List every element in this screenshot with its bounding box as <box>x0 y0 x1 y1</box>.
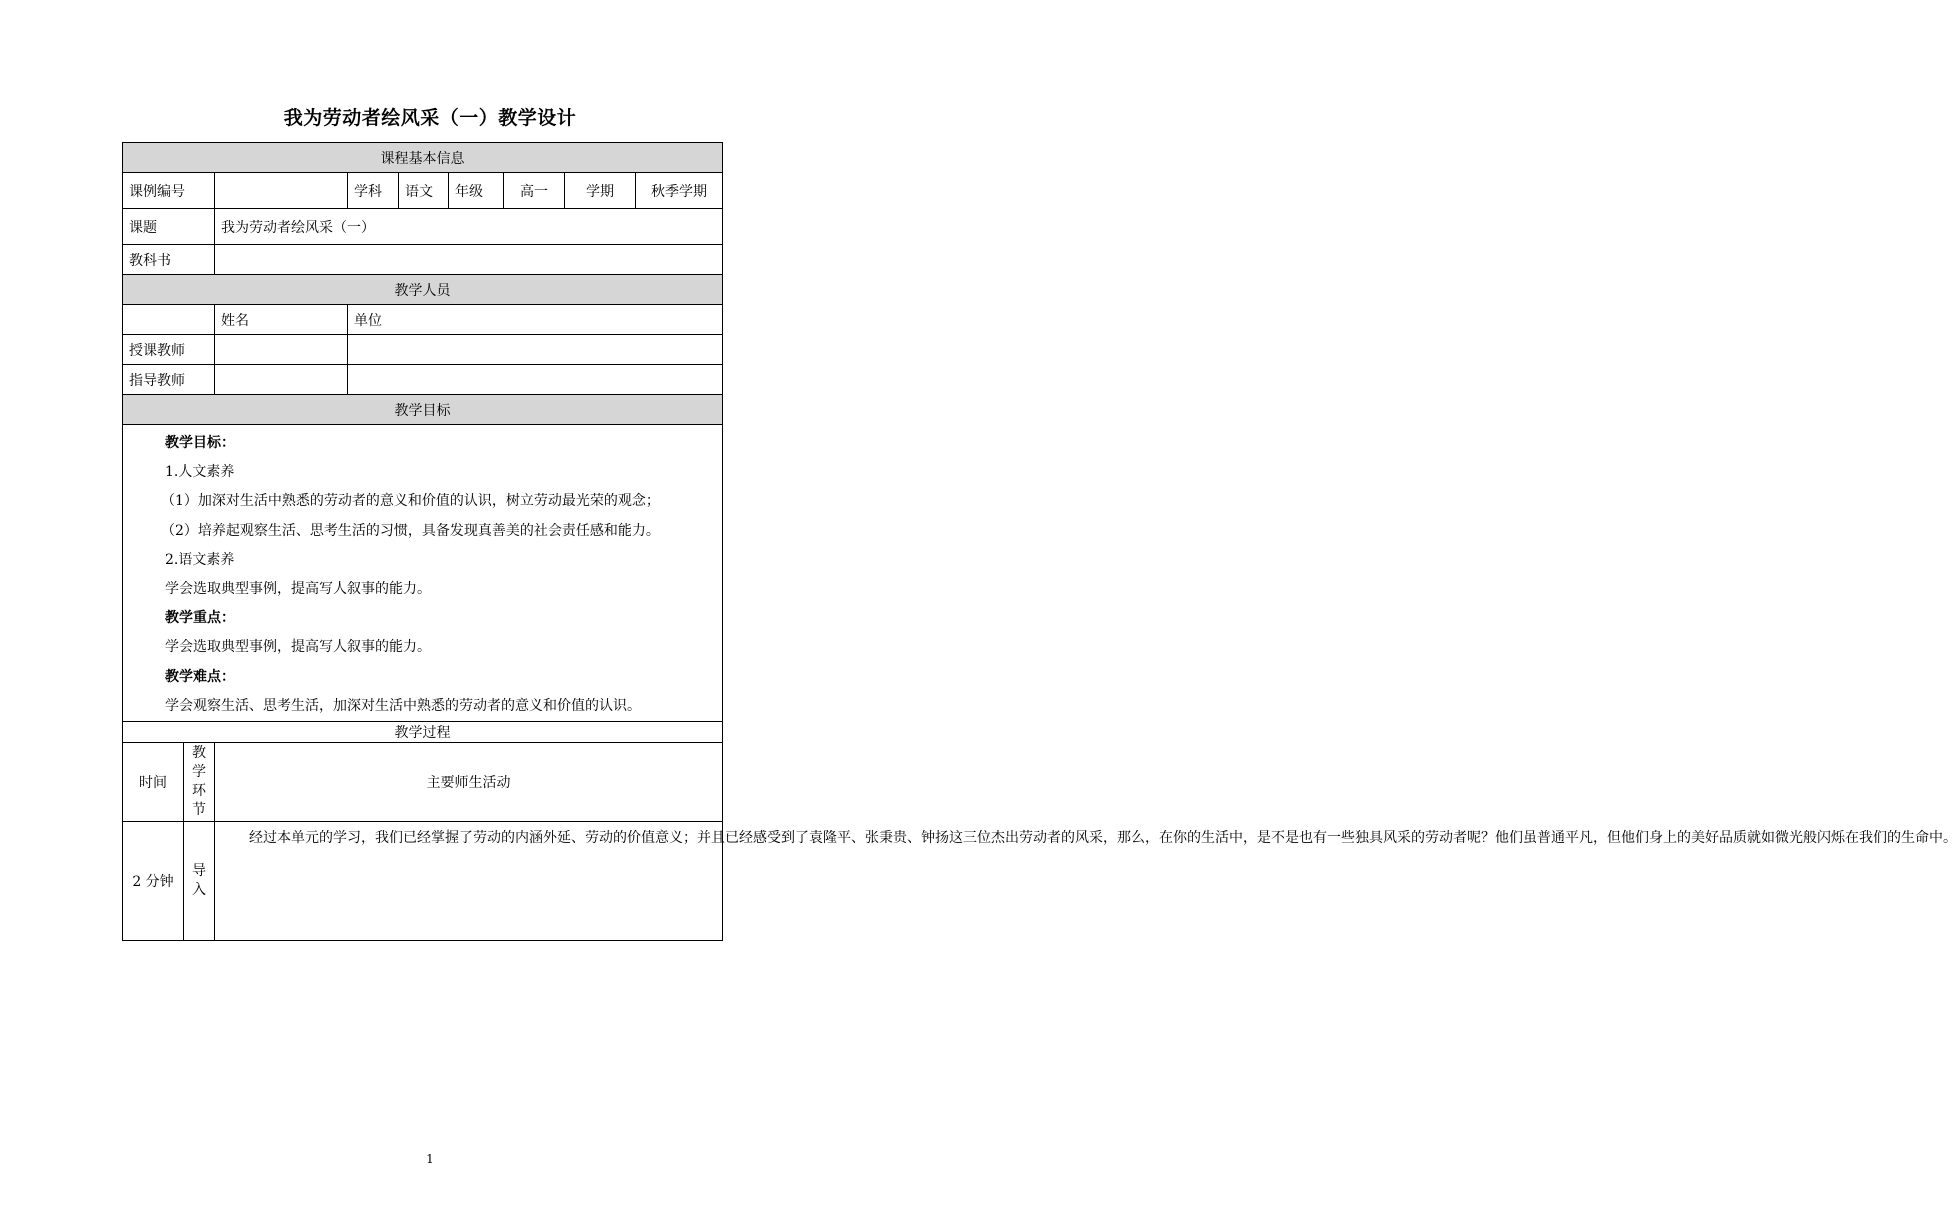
stage-char: 导 <box>192 863 206 880</box>
unit-header: 单位 <box>348 305 723 335</box>
document-title: 我为劳动者绘风采（一）教学设计 <box>283 107 577 129</box>
goal-item-2: 2.语文素养 <box>165 551 235 568</box>
key-heading: 教学重点： <box>165 610 235 627</box>
section-title: 教学过程 <box>123 722 723 743</box>
teacher-label: 授课教师 <box>123 335 215 365</box>
section-staff <box>123 275 723 305</box>
stage-header <box>184 743 215 822</box>
process-time: 2 分钟 <box>123 822 184 941</box>
section-process <box>123 722 723 743</box>
key-text: 学会选取典型事例，提高写人叙事的能力。 <box>165 639 431 656</box>
process-header-row <box>123 743 723 822</box>
mentor-name <box>215 365 348 395</box>
mentor-row <box>123 365 723 395</box>
stage-header-char: 学 <box>192 764 206 781</box>
goals-content <box>129 425 716 721</box>
term-value: 秋季学期 <box>636 173 723 209</box>
activity-text: 经过本单元的学习，我们已经掌握了劳动的内涵外延、劳动的价值意义；并且已经感受到了袁隆平、张秉贵、钟扬这三位杰出劳动者的风采，那么，在你的生活中，是不是也有一些独具风采的劳动者呢？他们虽普通平凡，但他们身上的美好品质就如微光般闪烁在我们的生命中。 <box>249 830 1957 847</box>
textbook-label: 教科书 <box>123 245 215 275</box>
topic-label: 课题 <box>123 209 215 245</box>
name-header: 姓名 <box>215 305 348 335</box>
time-header: 时间 <box>123 743 184 822</box>
section-goals <box>123 395 723 425</box>
lesson-plan-table <box>122 142 1957 941</box>
case-no-label: 课例编号 <box>123 173 215 209</box>
textbook-value <box>215 245 723 275</box>
difficult-text: 学会观察生活、思考生活，加深对生活中熟悉的劳动者的意义和价值的认识。 <box>165 697 641 714</box>
section-basic-info <box>123 143 723 173</box>
process-row <box>123 822 723 941</box>
case-no-value <box>215 173 348 209</box>
goals-row <box>123 425 723 722</box>
goal-item-1a: （1）加深对生活中熟悉的劳动者的意义和价值的认识，树立劳动最光荣的观念； <box>161 493 660 510</box>
teacher-row <box>123 335 723 365</box>
section-title: 教学目标 <box>123 395 723 425</box>
textbook-row <box>123 245 723 275</box>
goal-item-1b: （2）培养起观察生活、思考生活的习惯，具备发现真善美的社会责任感和能力。 <box>161 522 660 539</box>
stage-char: 入 <box>192 882 206 899</box>
basic-info-row <box>123 173 723 209</box>
process-activity <box>215 822 1957 941</box>
section-title: 课程基本信息 <box>123 143 723 173</box>
mentor-label: 指导教师 <box>123 365 215 395</box>
term-label: 学期 <box>565 173 636 209</box>
mentor-unit <box>348 365 723 395</box>
section-title: 教学人员 <box>123 275 723 305</box>
goals-heading: 教学目标： <box>165 435 235 451</box>
difficult-heading: 教学难点： <box>165 668 235 685</box>
teacher-unit <box>348 335 723 365</box>
activity-header: 主要师生活动 <box>215 743 723 822</box>
topic-row <box>123 209 723 245</box>
grade-value: 高一 <box>504 173 565 209</box>
topic-value: 我为劳动者绘风采（一） <box>215 209 723 245</box>
goal-item-2a: 学会选取典型事例，提高写人叙事的能力。 <box>165 581 431 598</box>
page-number: 1 <box>426 1152 434 1166</box>
grade-label: 年级 <box>449 173 504 209</box>
stage-header-char: 环 <box>192 783 206 800</box>
stage-header-char: 教 <box>192 745 206 762</box>
process-stage <box>184 822 215 941</box>
staff-header-blank <box>123 305 215 335</box>
staff-header-row <box>123 305 723 335</box>
goals-cell <box>123 425 723 722</box>
goal-item-1: 1.人文素养 <box>165 464 235 481</box>
teacher-name <box>215 335 348 365</box>
stage-header-char: 节 <box>192 802 206 819</box>
subject-label: 学科 <box>348 173 399 209</box>
subject-value: 语文 <box>399 173 449 209</box>
